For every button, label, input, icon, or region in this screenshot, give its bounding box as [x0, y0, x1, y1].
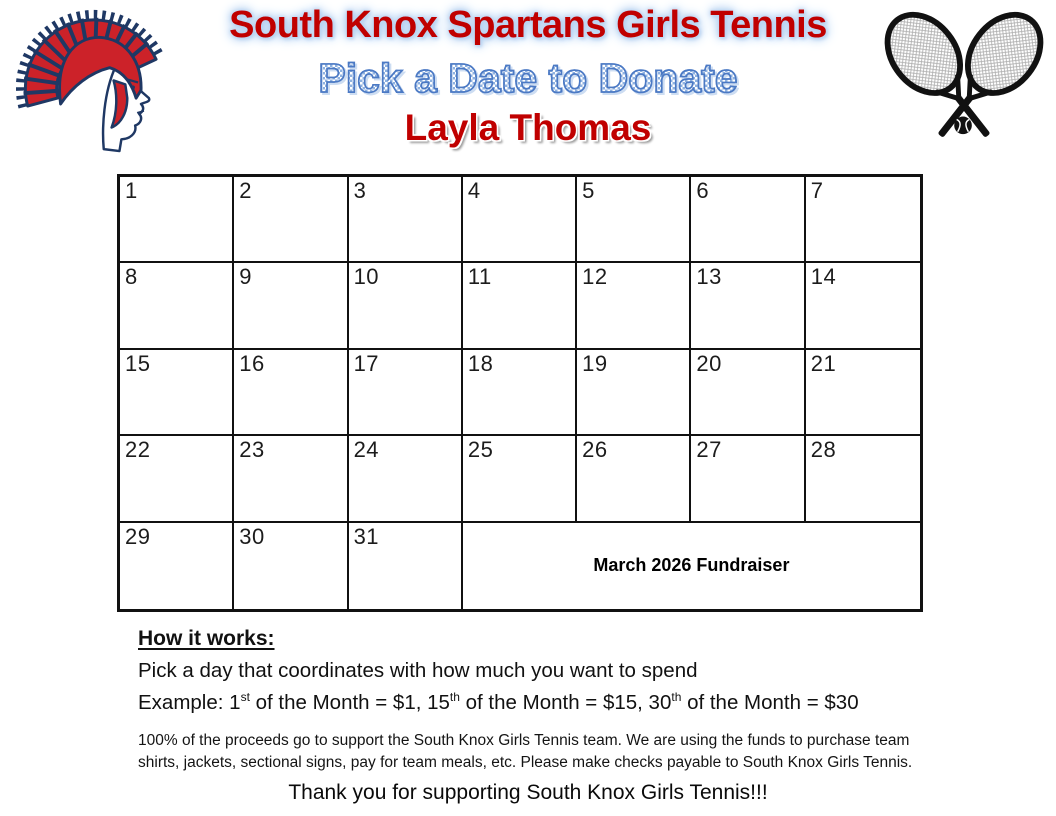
- calendar-day-cell: [349, 436, 463, 522]
- day-number: 22: [125, 437, 151, 463]
- thank-you-line: Thank you for supporting South Knox Girls Tennis!!!: [288, 781, 768, 804]
- day-number: 13: [696, 264, 722, 290]
- page-title: South Knox Spartans Girls Tennis: [229, 4, 827, 46]
- calendar-day-cell: [234, 177, 348, 263]
- calendar-day-cell: [463, 350, 577, 436]
- how-it-works-heading: How it works:: [138, 627, 275, 650]
- proceeds-paragraph: 100% of the proceeds go to support the South Knox Girls Tennis team. We are using the funds to purchase team shirts, jackets, sectional signs, pay for team meals, etc. Please make checks payable to South Knox Girls Tennis.: [138, 732, 913, 771]
- day-number: 4: [467, 178, 481, 203]
- day-number: 18: [467, 350, 494, 376]
- calendar-day-cell: [120, 436, 234, 522]
- calendar-day-cell: [806, 436, 920, 522]
- day-number: 5: [582, 178, 595, 203]
- day-number: 10: [353, 264, 380, 290]
- page-subtitle: Pick a Date to Donate: [0, 57, 1056, 100]
- day-number: 16: [239, 350, 265, 376]
- calendar-day-cell: [691, 177, 805, 263]
- day-number: 2: [239, 178, 253, 203]
- calendar-day-cell: [234, 436, 348, 522]
- day-number: 25: [467, 437, 494, 463]
- fundraiser-label: March 2026 Fundraiser: [593, 555, 790, 576]
- day-number: 27: [696, 437, 722, 463]
- day-number: 15: [125, 350, 151, 376]
- calendar-day-cell: [234, 263, 348, 349]
- day-number: 31: [353, 523, 380, 549]
- day-number: 3: [353, 178, 367, 203]
- calendar-day-cell: [349, 523, 463, 609]
- calendar-day-cell: [349, 263, 463, 349]
- calendar-day-cell: [349, 350, 463, 436]
- flyer-header: [0, 0, 1056, 165]
- calendar-day-cell: [463, 263, 577, 349]
- day-number: 26: [582, 437, 608, 463]
- calendar-day-cell: [349, 177, 463, 263]
- info-section: [138, 627, 938, 774]
- day-number: 1: [125, 178, 138, 203]
- calendar-day-cell: [806, 177, 920, 263]
- day-number: 12: [582, 264, 608, 290]
- day-number: 23: [239, 437, 265, 463]
- tennis-rackets-icon: [878, 0, 1050, 142]
- calendar-day-cell: [577, 263, 691, 349]
- calendar-day-cell: [234, 523, 348, 609]
- day-number: 9: [239, 264, 253, 290]
- day-number: 30: [239, 523, 265, 549]
- calendar-grid: [117, 174, 923, 612]
- calendar-day-cell: [463, 177, 577, 263]
- example-line: Example: 1st of the Month = $1, 15th of the Month = $15, 30th of the Month = $30: [138, 690, 859, 714]
- calendar-day-cell: [577, 436, 691, 522]
- calendar-day-cell: [806, 263, 920, 349]
- day-number: 17: [353, 350, 380, 376]
- player-name: Layla Thomas: [404, 107, 652, 148]
- day-number: 24: [353, 437, 380, 463]
- day-number: 11: [467, 264, 492, 290]
- day-number: 29: [125, 523, 151, 549]
- day-number: 14: [810, 264, 837, 290]
- day-number: 21: [810, 350, 837, 376]
- day-number: 28: [810, 437, 837, 463]
- calendar-day-cell: [691, 350, 805, 436]
- calendar-day-cell: [120, 523, 234, 609]
- day-number: 20: [696, 350, 722, 376]
- calendar-day-cell: [806, 350, 920, 436]
- fundraiser-label-cell: [463, 523, 920, 609]
- calendar-day-cell: [577, 350, 691, 436]
- calendar-day-cell: [691, 263, 805, 349]
- calendar-day-cell: [577, 177, 691, 263]
- calendar-day-cell: [120, 263, 234, 349]
- calendar-day-cell: [120, 177, 234, 263]
- calendar-day-cell: [463, 436, 577, 522]
- calendar-day-cell: [234, 350, 348, 436]
- calendar-day-cell: [691, 436, 805, 522]
- day-number: 19: [582, 350, 608, 376]
- instruction-line: Pick a day that coordinates with how much you want to spend: [138, 659, 698, 682]
- day-number: 7: [810, 178, 824, 203]
- day-number: 8: [125, 264, 138, 290]
- day-number: 6: [696, 178, 710, 203]
- calendar-day-cell: [120, 350, 234, 436]
